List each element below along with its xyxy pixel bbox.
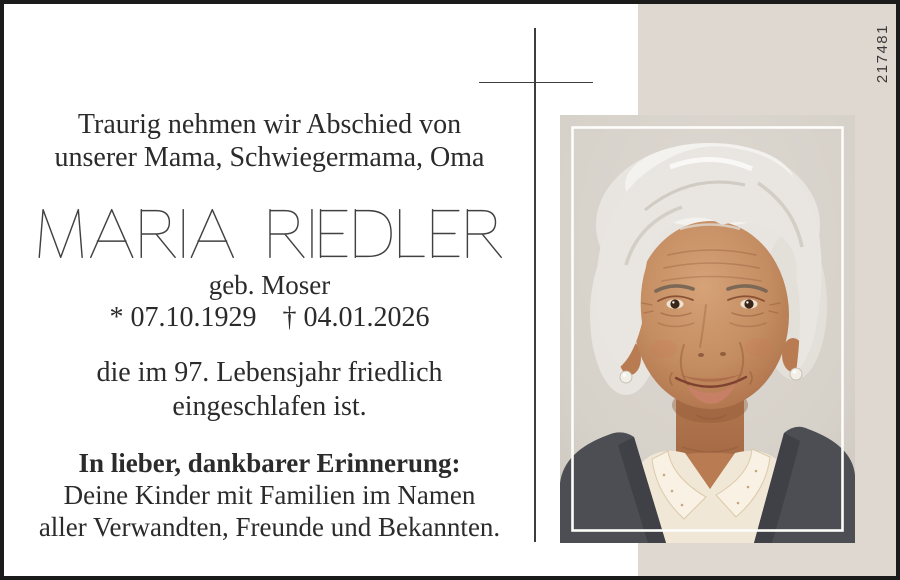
passing-line-1: die im 97. Lebensjahr friedlich [96, 357, 443, 388]
remembrance-lines [4, 447, 535, 543]
announcement-text-column [4, 4, 535, 576]
dagger-symbol: † [282, 302, 297, 333]
death-date: † 04.01.2026 [282, 302, 430, 333]
passing-line-2: eingeschlafen ist. [172, 391, 367, 422]
life-dates [4, 302, 535, 334]
passing-lines [4, 356, 535, 424]
family-line-1: Deine Kinder mit Familien im Namen [63, 480, 476, 510]
maiden-name: geb. Moser [208, 270, 331, 300]
intro-lines [4, 108, 535, 174]
portrait-photo [560, 115, 855, 543]
family-line-2: aller Verwandten, Freunde und Bekannten. [38, 512, 501, 542]
portrait-drawing [560, 115, 855, 543]
birth-star-symbol: * [109, 302, 124, 333]
reference-number: 217481 [874, 24, 891, 84]
deceased-name [4, 208, 535, 259]
remembrance-heading: In lieber, dankbarer Erinnerung: [78, 448, 461, 478]
deceased-name-hairline-svg [34, 208, 506, 259]
intro-line-1: Traurig nehmen wir Abschied von [77, 109, 462, 140]
birth-date: * 07.10.1929 [109, 302, 257, 333]
intro-line-2: unserer Mama, Schwiegermama, Oma [54, 142, 485, 173]
